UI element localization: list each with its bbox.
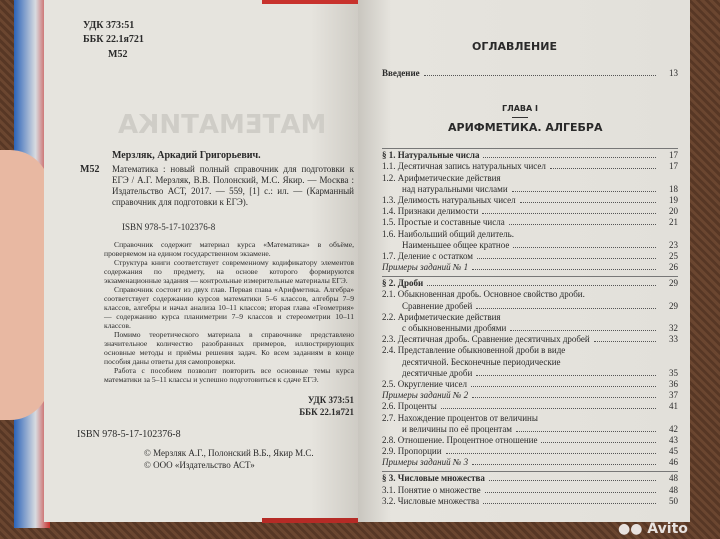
toc-leader <box>541 442 656 443</box>
avito-watermark: ●● Avito <box>618 521 688 537</box>
toc-entry-page: 29 <box>669 300 678 311</box>
author-name: Мерзляк, Аркадий Григорьевич. <box>112 150 261 161</box>
annotation-paragraph: Работа с пособием позволит повторить все основные темы курса математики за 5–11 классы и успешно подготовиться к сдаче ЕГЭ. <box>104 366 354 384</box>
toc-entry <box>382 379 678 390</box>
toc-entry <box>382 195 678 206</box>
toc-divider <box>382 471 678 472</box>
toc-entry-page: 32 <box>669 323 678 333</box>
toc-leader <box>485 492 656 493</box>
toc-leader <box>472 269 656 270</box>
toc-intro <box>382 68 678 79</box>
toc-intro-page: 13 <box>669 68 678 79</box>
toc-entry-title: и величины по её процентам <box>402 423 513 434</box>
toc-entry-title: Примеры заданий № 3 <box>382 457 469 468</box>
toc-entry-page: 20 <box>669 206 678 217</box>
annotation-paragraph: Структура книги соответствует современному кодификатору элементов содержания по предмету, на основе которого формируются экзаменационные задания — контрольные измерительные материалы ЕГЭ. <box>104 258 354 285</box>
hand <box>0 150 50 420</box>
toc-leader <box>516 431 656 432</box>
chapter-title: АРИФМЕТИКА. АЛГЕБРА <box>448 121 603 134</box>
toc-leader <box>424 75 656 76</box>
toc-leader <box>427 285 656 286</box>
toc-leader <box>472 397 656 398</box>
bibliographic-description: Математика : новый полный справочник для подготовки к ЕГЭ / А.Г. Мерзляк, В.В. Полонский, М.С. Якир. — Москва : Издательство АСТ, 2017. — 559, [1] с.: ил. — (Карманный справочник для подготовки к ЕГЭ). <box>112 164 354 207</box>
toc-entry <box>382 262 678 273</box>
toc-divider <box>382 276 678 277</box>
toc-leader <box>482 213 656 214</box>
toc-entry-title: 2.2. Арифметические действия <box>382 311 501 322</box>
toc-entry-page: 26 <box>669 262 678 273</box>
toc-entry <box>382 424 678 435</box>
toc-entry <box>382 289 678 300</box>
toc-entry <box>382 356 678 367</box>
toc-entry <box>382 217 678 228</box>
toc-entry-title: § 1. Натуральные числа <box>382 150 480 161</box>
copyright-publisher: © ООО «Издательство АСТ» <box>144 460 255 470</box>
toc-leader <box>476 375 656 376</box>
toc-entry <box>382 435 678 446</box>
toc-entry <box>382 228 678 239</box>
toc-entry-page: 21 <box>669 217 678 228</box>
show-through-title: МАТЕМАТИКА <box>118 110 327 140</box>
toc-leader <box>512 191 656 192</box>
toc-entry <box>382 334 678 345</box>
toc-leader <box>471 386 656 387</box>
toc-entry <box>382 345 678 356</box>
toc-entry-title: 3.1. Понятие о множестве <box>382 484 481 495</box>
toc-entry-page: 29 <box>669 278 678 289</box>
toc-entry-title: 1.4. Признаки делимости <box>382 206 479 217</box>
toc-entry-title: 2.1. Обыкновенная дробь. Основное свойство дроби. <box>382 289 585 300</box>
toc-entry-page: 42 <box>669 423 678 434</box>
toc-entry <box>382 206 678 217</box>
toc-entry-page: 46 <box>669 457 678 468</box>
toc-entry <box>382 240 678 251</box>
cover-edge-top <box>262 0 358 4</box>
toc-entry-page: 18 <box>669 183 678 194</box>
toc-entry-title: 2.9. Пропорции <box>382 446 442 457</box>
toc-entry-page: 41 <box>669 401 678 412</box>
bbk-code: ББК 22.1я721 <box>83 34 144 45</box>
toc-leader <box>483 157 656 158</box>
annotation-block <box>77 240 354 471</box>
chapter-rule <box>512 117 528 118</box>
toc-entry <box>382 251 678 262</box>
toc-entry <box>382 150 678 161</box>
author-code: М52 <box>108 49 128 60</box>
udk-code-bottom: УДК 373:51 <box>307 395 354 405</box>
toc-entry <box>382 368 678 379</box>
toc-entry-title: Примеры заданий № 1 <box>382 262 469 273</box>
toc-entry-title: 3.2. Числовые множества <box>382 495 480 506</box>
toc-entry-title: десятичные дроби <box>402 367 473 378</box>
toc-leader <box>441 408 656 409</box>
copyright-authors: © Мерзляк А.Г., Полонский В.Б., Якир М.С. <box>144 448 314 458</box>
toc-entry-title: 2.6. Проценты <box>382 401 437 412</box>
toc-leader <box>477 258 656 259</box>
toc-entry-title: 2.5. Округление чисел <box>382 378 468 389</box>
toc-entry-title: § 3. Числовые множества <box>382 473 485 484</box>
toc-entry-page: 48 <box>669 473 678 484</box>
toc-entry-title: 1.6. Наибольший общий делитель. <box>382 228 514 239</box>
toc-entry-page: 48 <box>669 484 678 495</box>
toc-leader <box>550 168 656 169</box>
toc-entry <box>382 412 678 423</box>
toc-entry-title: с обыкновенными дробями <box>402 323 507 333</box>
toc-entry-page: 17 <box>669 161 678 172</box>
toc-entry-title: 2.8. Отношение. Процентное отношение <box>382 434 538 445</box>
udk-code: УДК 373:51 <box>83 20 135 31</box>
toc-entry-title: Наименьшее общее кратное <box>402 239 510 250</box>
toc-entry-page: 25 <box>669 250 678 261</box>
toc-entry-page: 36 <box>669 378 678 389</box>
toc-entry-title: над натуральными числами <box>402 183 508 194</box>
isbn: ISBN 978-5-17-102376-8 <box>77 429 181 440</box>
annotation-paragraph: Справочник состоит из двух глав. Первая глава «Арифметика. Алгебра» соответствует содержанию курсов математики 5–6 классов, алгебры 7–9 классов, алгебры и начал анализа 10–11 классов; вторая глава «Геометрия» — содержанию курса планиметрии 7–9 классов и стереометрии 10–11 классов. <box>104 285 354 330</box>
toc-entry-title: 2.3. Десятичная дробь. Сравнение десятичных дробей <box>382 334 590 345</box>
chapter-label: ГЛАВА I <box>502 104 538 113</box>
toc-entry-page: 35 <box>669 367 678 378</box>
toc-entry <box>382 473 678 484</box>
toc-leader <box>476 308 656 309</box>
toc-entry <box>382 184 678 195</box>
toc-entry-page: 50 <box>669 495 678 506</box>
toc-entry <box>382 172 678 183</box>
isbn-top: ISBN 978-5-17-102376-8 <box>122 222 216 232</box>
toc-entry-page: 23 <box>669 239 678 250</box>
toc-entry-title: 1.1. Десятичная запись натуральных чисел <box>382 161 546 172</box>
toc-entry-page: 43 <box>669 434 678 445</box>
toc-entry-title: 1.3. Делимость натуральных чисел <box>382 194 516 205</box>
toc-leader <box>594 341 656 342</box>
annotation-paragraph: Помимо теоретического материала в справочнике представлено значительное количество разобранных примеров, иллюстрирующих основные методы и приёмы решения задач. Ко всем заданиям в конце пособия даны ответы для самопроверки. <box>104 330 354 366</box>
toc-entry <box>382 161 678 172</box>
toc-entry-title: 2.4. Представление обыкновенной дроби в виде <box>382 345 566 356</box>
toc-leader <box>446 453 656 454</box>
toc-entry-page: 19 <box>669 194 678 205</box>
toc-entry-page: 45 <box>669 446 678 457</box>
toc-entry <box>382 312 678 323</box>
toc-list <box>382 145 678 507</box>
toc-entry-title: § 2. Дроби <box>382 278 424 289</box>
cover-edge-bottom <box>262 518 358 523</box>
toc-leader <box>489 480 656 481</box>
toc-entry-page: 37 <box>669 390 678 401</box>
toc-entry <box>382 457 678 468</box>
toc-entry <box>382 401 678 412</box>
toc-entry <box>382 390 678 401</box>
toc-leader <box>509 224 656 225</box>
toc-intro-label: Введение <box>382 68 420 79</box>
toc-entry <box>382 446 678 457</box>
toc-leader <box>483 503 656 504</box>
toc-leader <box>520 202 656 203</box>
toc-entry-page: 33 <box>669 334 678 345</box>
toc-leader <box>472 464 656 465</box>
toc-entry-title: 2.7. Нахождение процентов от величины <box>382 412 538 423</box>
toc-entry-title: Примеры заданий № 2 <box>382 390 469 401</box>
author-code-2: М52 <box>80 164 100 175</box>
annotation-paragraph: Справочник содержит материал курса «Математика» в объёме, проверяемом на едином государственном экзамене. <box>104 240 354 258</box>
toc-entry-title: десятичной. Бесконечные периодические <box>402 356 561 367</box>
toc-entry-page: 17 <box>669 150 678 161</box>
toc-entry <box>382 323 678 334</box>
toc-entry-title: 1.2. Арифметические действия <box>382 172 501 183</box>
toc-entry <box>382 300 678 311</box>
toc-entry <box>382 496 678 507</box>
toc-entry <box>382 484 678 495</box>
toc-entry-title: 1.7. Деление с остатком <box>382 250 473 261</box>
toc-entry-title: 1.5. Простые и составные числа <box>382 217 505 228</box>
toc-entry-title: Сравнение дробей <box>402 300 473 311</box>
toc-entry <box>382 278 678 289</box>
bbk-code-bottom: ББК 22.1я721 <box>299 407 354 417</box>
toc-leader <box>510 330 656 331</box>
toc-title: ОГЛАВЛЕНИЕ <box>472 40 557 53</box>
toc-leader <box>513 247 656 248</box>
toc-divider <box>382 148 678 149</box>
